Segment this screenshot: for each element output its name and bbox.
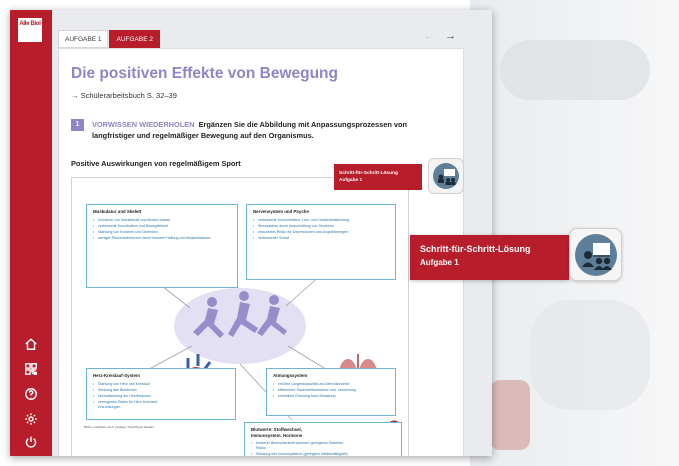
list-item: • Stressabbau durch Ausschüttung von Serotonin: [253, 224, 391, 229]
presentation-icon[interactable]: [569, 228, 622, 281]
background-shape: [490, 380, 530, 450]
box-title: Herz-Kreislauf-System: [93, 373, 140, 378]
list-item: • verringertes Risiko für Herz-Kreislauf-Erkrankungen: [93, 400, 179, 409]
box-title: Atmungssystem: [273, 373, 308, 378]
box-cardiovascular: [86, 368, 236, 420]
box-list: [93, 218, 233, 241]
list-item: • besserer Blutzuckerstoff-wechsel: geringeres Diabetes-Risiko: [251, 441, 347, 450]
list-item: • weniger Rückenschmerzen durch bessere Haltung und Muskelbalance: [93, 236, 217, 241]
list-item: • verbesserte Koordination und Beweglichkeit: [93, 224, 233, 229]
task-text: Ergänzen Sie die Abbildung mit Anpassungsprozessen von langfristiger und regelmäßiger Bewegung auf den Organismus.: [92, 120, 408, 140]
box-list: [253, 218, 391, 241]
sidebar: [10, 10, 52, 456]
box-title: Muskulatur und Skelett: [93, 209, 142, 214]
list-item: • verbesserter Schlaf: [253, 236, 391, 241]
runners-background: [174, 288, 306, 364]
hint-subtitle: Aufgabe 1: [339, 178, 363, 183]
prev-arrow-icon[interactable]: ←: [424, 30, 435, 42]
box-blood-values: [244, 422, 402, 456]
background-shape: [530, 300, 650, 410]
qr-code-icon[interactable]: [21, 359, 41, 379]
hint-title: Schritt-für-Schritt-Lösung: [339, 171, 398, 176]
box-title: Blutwerte: Stoffwechsel, Immunsystem, Hormone: [251, 427, 303, 438]
app-window: [10, 10, 492, 456]
list-item: • Normalisierung der Herzfrequenz: [93, 394, 231, 399]
task-number-badge: 1: [71, 119, 84, 131]
logo: Alle Biol: [18, 18, 42, 42]
book-reference: → Schülerarbeitsbuch S. 32–39: [71, 91, 177, 100]
image-credit: Bilder modifiziert nach: pixabay / Sport/Sport Medien: [84, 425, 154, 429]
effects-diagram: [71, 177, 409, 456]
presentation-icon-small[interactable]: [428, 158, 464, 194]
solution-hint-small[interactable]: [334, 164, 422, 190]
list-item: • Stärkung von Herz und Kreislauf: [93, 382, 231, 387]
settings-icon[interactable]: [21, 409, 41, 429]
list-item: • Senkung des Blutdrucks: [93, 388, 231, 393]
hint-subtitle: Aufgabe 1: [420, 258, 459, 267]
help-icon[interactable]: [21, 384, 41, 404]
page-title: Die positiven Effekte von Bewegung: [71, 65, 338, 82]
main-content: [52, 10, 492, 456]
tab-bar: [58, 30, 161, 48]
hint-title: Schritt-für-Schritt-Lösung: [420, 244, 531, 254]
task-instruction: [92, 119, 422, 141]
box-list: [273, 382, 391, 399]
worksheet-page: [58, 48, 464, 456]
tab-aufgabe-1[interactable]: AUFGABE 1: [58, 30, 108, 48]
box-title: Nervensystem und Psyche: [253, 209, 309, 214]
box-nervous-system-psyche: [246, 204, 396, 280]
list-item: • Zunahme von Muskelkraft und Muskel-masse: [93, 218, 173, 223]
solution-hint-callout[interactable]: [410, 235, 569, 280]
list-item: • Stärkung von Knochen und Gelenken: [93, 230, 233, 235]
list-item: • erhöhte Lungenkapazität und Atemökonomie: [273, 382, 391, 387]
box-list: [251, 441, 397, 456]
page-navigation: [424, 30, 456, 42]
home-icon[interactable]: [21, 334, 41, 354]
list-item: • effizientere Sauerstoffaufnahme und -verwertung: [273, 388, 391, 393]
section-title: Positive Auswirkungen von regelmäßigem Sport: [71, 159, 241, 168]
tab-aufgabe-2[interactable]: AUFGABE 2: [109, 30, 159, 48]
box-muscles-skeleton: [86, 204, 238, 288]
list-item: • reduziertes Risiko für Depressionen und Angststörungen: [253, 230, 391, 235]
task-keyword: VORWISSEN WIEDERHOLEN: [92, 120, 195, 129]
list-item: • schnellere Erholung nach Belastung: [273, 394, 391, 399]
box-list: [93, 382, 231, 410]
list-item: • Stärkung des Immunsystems (geringere Infektanfälligkeit): [251, 452, 397, 456]
background-shape: [500, 40, 650, 100]
power-icon[interactable]: [21, 432, 41, 452]
next-arrow-icon[interactable]: →: [445, 30, 456, 42]
box-respiratory: [266, 368, 396, 416]
list-item: • verbesserte Konzentration, Lern- und Gedächtnisleistung: [253, 218, 353, 223]
